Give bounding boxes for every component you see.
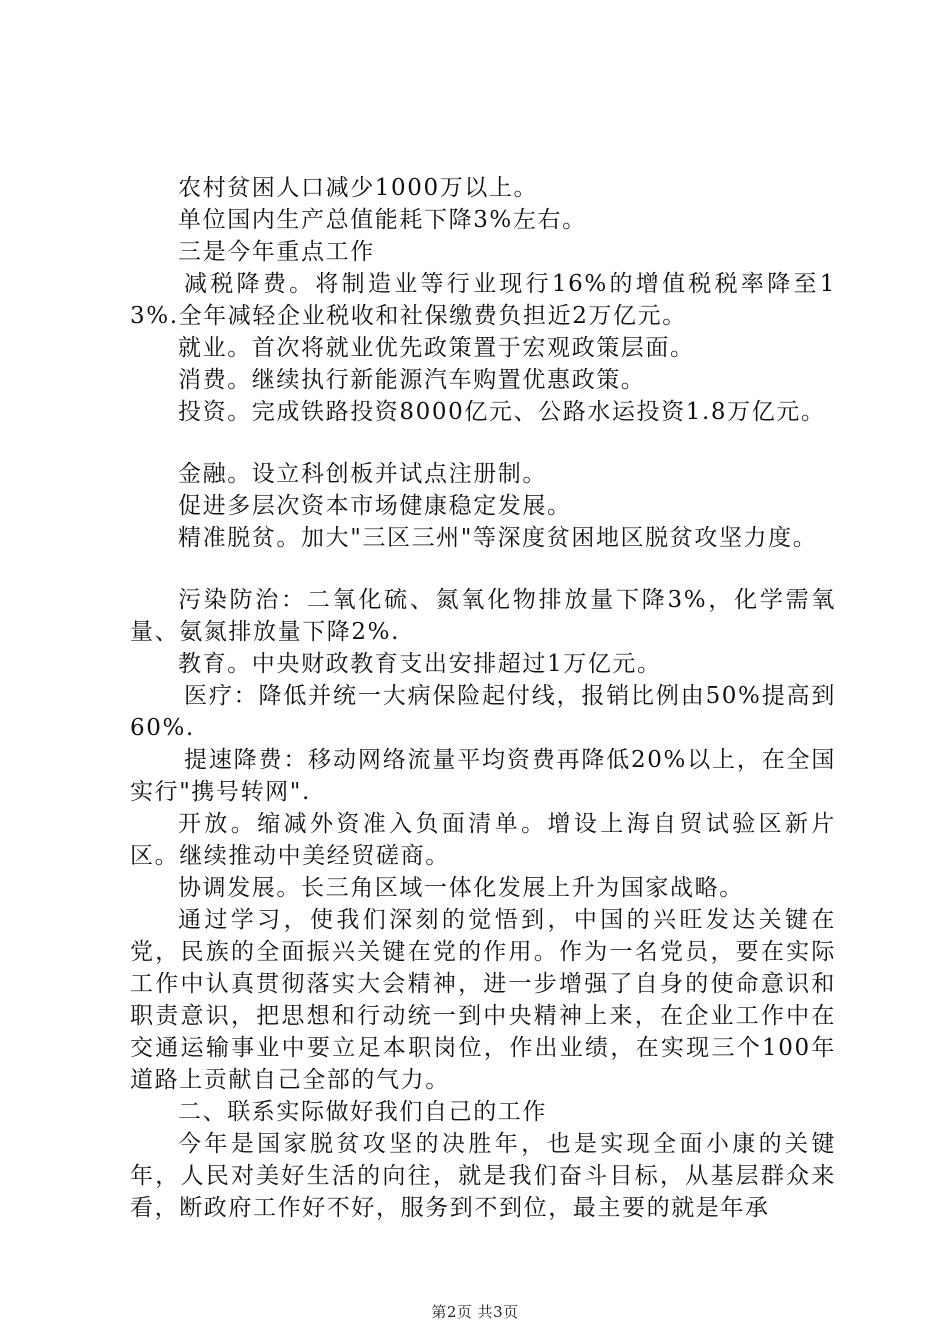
section-heading-practical-work: 二、联系实际做好我们自己的工作 xyxy=(178,1099,547,1125)
paragraph-poverty-alleviation: 精准脱贫。加大"三区三州"等深度贫困地区脱贫攻坚力度。 xyxy=(178,525,818,551)
paragraph-decisive-year: 今年是国家脱贫攻坚的决胜年，也是实现全面小康的关键年，人民对美好生活的向往，就是我们奋斗目标，从基层群众来看，断政府工作好不好，服务到不到位，最主要的就是年承 xyxy=(130,1131,836,1221)
paragraph-study-reflection: 通过学习，使我们深刻的觉悟到，中国的兴旺发达关键在党，民族的全面振兴关键在党的作用。作为一名党员，要在实际工作中认真贯彻落实大会精神，进一步增强了自身的使命意识和职责意识，把思想和行动统一到中央精神上来，在企业工作中在交通运输事业中要立足本职岗位，作出业绩，在实现三个100年道路上贡献自己全部的气力。 xyxy=(130,907,836,1093)
blank-line xyxy=(130,428,836,458)
paragraph-energy-consumption: 单位国内生产总值能耗下降3%左右。 xyxy=(178,207,587,233)
paragraph-network-fees: 提速降费：移动网络流量平均资费再降低20%以上，在全国实行"携号转网". xyxy=(130,747,836,805)
blank-line xyxy=(130,554,836,584)
paragraph-tax-reduction: 减税降费。将制造业等行业现行16%的增值税税率降至13%.全年减轻企业税收和社保缴费负担近2万亿元。 xyxy=(130,271,836,329)
paragraph-opening-up: 开放。缩减外资准入负面清单。增设上海自贸试验区新片区。继续推动中美经贸磋商。 xyxy=(130,811,836,869)
paragraph-consumption: 消费。继续执行新能源汽车购置优惠政策。 xyxy=(178,367,646,393)
page-number-footer: 第2页 共3页 xyxy=(431,1303,519,1321)
paragraph-capital-market: 促进多层次资本市场健康稳定发展。 xyxy=(178,493,572,519)
paragraph-healthcare: 医疗：降低并统一大病保险起付线，报销比例由50%提高到60%. xyxy=(130,683,836,741)
paragraph-coordinated-development: 协调发展。长三角区域一体化发展上升为国家战略。 xyxy=(178,875,744,901)
document-body xyxy=(130,172,836,1224)
section-heading-key-work: 三是今年重点工作 xyxy=(178,239,375,265)
paragraph-poverty-reduction: 农村贫困人口减少1000万以上。 xyxy=(178,175,539,201)
paragraph-finance: 金融。设立科创板并试点注册制。 xyxy=(178,461,547,487)
paragraph-pollution-control: 污染防治：二氧化硫、氮氧化物排放量下降3%，化学需氧量、氨氮排放量下降2%. xyxy=(130,587,836,645)
paragraph-investment: 投资。完成铁路投资8000亿元、公路水运投资1.8万亿元。 xyxy=(178,399,826,425)
paragraph-education: 教育。中央财政教育支出安排超过1万亿元。 xyxy=(178,651,662,677)
paragraph-employment: 就业。首次将就业优先政策置于宏观政策层面。 xyxy=(178,335,695,361)
